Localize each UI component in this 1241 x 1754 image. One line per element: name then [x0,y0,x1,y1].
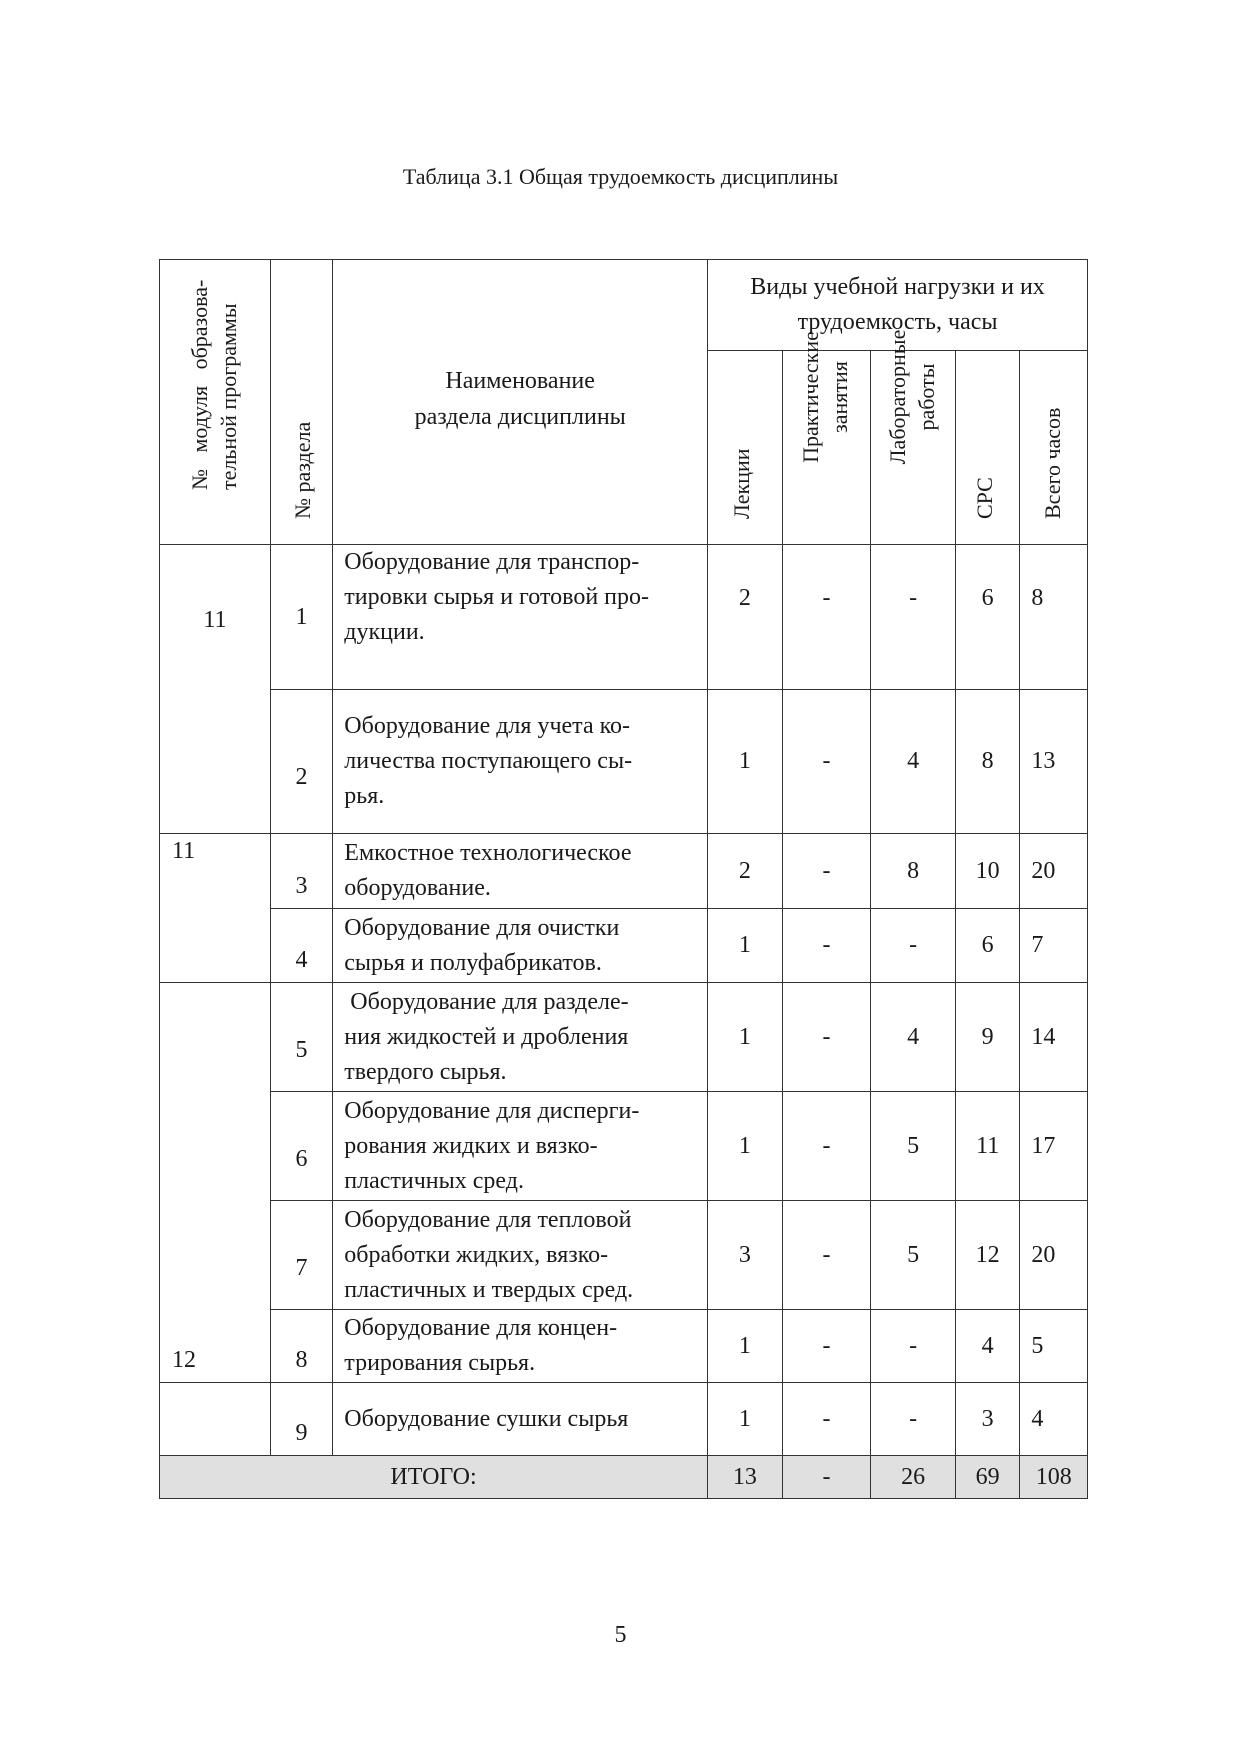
section-cell [270,545,332,690]
totals-row [160,1456,1088,1499]
header-total [1020,351,1088,545]
lectures-cell: 1 [708,909,783,983]
section-number: 3 [295,873,308,899]
table-row [160,1383,1088,1456]
totals-label: ИТОГО: [160,1456,708,1499]
totals-total: 108 [1020,1456,1088,1499]
header-module [160,260,271,545]
section-name [333,545,708,690]
header-module-text: № модуля образова- тельной программы [186,279,241,490]
table-row [160,909,1088,983]
table-row [160,1201,1088,1310]
practical-cell: - [782,834,871,909]
header-lectures-text: Лекции [728,448,754,519]
section-name [333,1201,708,1310]
module-cell [160,834,271,983]
table-row [160,545,1088,690]
lectures-cell: 1 [708,983,783,1092]
lectures-cell: 1 [708,690,783,834]
section-name-text: Оборудование для концен- трирования сырья. [344,1315,618,1376]
section-name [333,690,708,834]
section-name-text: Оборудование сушки сырья [344,1405,629,1432]
header-row [160,260,1088,351]
section-cell [270,1092,332,1201]
totals-practical: - [782,1456,871,1499]
header-section [270,260,332,545]
section-number: 8 [295,1347,308,1373]
srs-cell: 6 [955,545,1019,690]
section-name-text: Оборудование для тепловой обработки жидких, вязко- пластичных и твердых сред. [344,1206,634,1303]
totals-srs: 69 [955,1456,1019,1499]
totals-lectures: 13 [708,1456,783,1499]
table-row [160,1310,1088,1383]
table-row [160,983,1088,1092]
table-row [160,1092,1088,1201]
lectures-cell: 2 [708,834,783,909]
header-practical [782,331,871,545]
srs-cell: 9 [955,983,1019,1092]
lectures-cell: 2 [708,545,783,690]
section-number: 2 [295,764,308,790]
header-srs-text: СРС [971,477,997,519]
header-name [333,260,708,545]
practical-cell: - [782,1201,871,1310]
module-cell [160,983,271,1383]
labs-cell: - [871,1383,956,1456]
section-name-text: Емкостное технологическое оборудование. [344,840,632,901]
section-name-text: Оборудование для очистки сырья и полуфабрикатов. [344,914,620,976]
practical-cell: - [782,1092,871,1201]
section-cell [270,1201,332,1310]
labs-cell: 4 [871,983,956,1092]
srs-cell: 11 [955,1092,1019,1201]
section-name [333,1383,708,1456]
header-practical-text: Практические занятия [798,331,853,463]
labs-cell: 8 [871,834,956,909]
section-cell [270,1310,332,1383]
table-row [160,834,1088,909]
total-cell: 20 [1020,834,1088,909]
total-cell: 8 [1020,545,1088,690]
section-number: 1 [295,603,308,630]
srs-cell: 8 [955,690,1019,834]
section-name-text: Оборудование для транспор- тировки сырья и готовой про- дукции. [344,549,650,645]
module-number: 11 [203,607,227,633]
header-lectures [708,351,783,545]
practical-cell: - [782,1383,871,1456]
labs-cell: 5 [871,1201,956,1310]
workload-table [159,259,1088,1499]
section-number: 5 [295,1037,308,1063]
practical-cell: - [782,545,871,690]
practical-cell: - [782,983,871,1092]
total-cell: 4 [1020,1383,1088,1456]
lectures-cell: 1 [708,1310,783,1383]
lectures-cell: 1 [708,1092,783,1201]
module-number: 12 [172,1347,196,1373]
section-number: 6 [295,1146,308,1172]
module-cell [160,545,271,834]
header-section-text: № раздела [289,421,315,519]
section-number: 9 [295,1420,308,1446]
total-cell: 7 [1020,909,1088,983]
header-srs [955,351,1019,545]
labs-cell: 4 [871,690,956,834]
practical-cell: - [782,909,871,983]
section-name-text: Оборудование для учета ко- личества поступающего сы- рья. [344,713,633,809]
section-name [333,1310,708,1383]
section-cell [270,1383,332,1456]
header-total-text: Всего часов [1039,407,1065,519]
section-name [333,909,708,983]
labs-cell: 5 [871,1092,956,1201]
page-number: 5 [614,1622,627,1648]
section-cell [270,983,332,1092]
srs-cell: 12 [955,1201,1019,1310]
header-load-group-text: Виды учебной нагрузки и их трудоемкость, часы [750,274,1045,335]
totals-labs: 26 [871,1456,956,1499]
srs-cell: 6 [955,909,1019,983]
section-cell [270,909,332,983]
srs-cell: 10 [955,834,1019,909]
lectures-cell: 3 [708,1201,783,1310]
total-cell: 20 [1020,1201,1088,1310]
labs-cell: - [871,909,956,983]
module-cell-empty [160,1383,271,1456]
section-number: 7 [295,1255,308,1281]
labs-cell: - [871,1310,956,1383]
lectures-cell: 1 [708,1383,783,1456]
srs-cell: 3 [955,1383,1019,1456]
table-row [160,690,1088,834]
module-number: 11 [172,838,196,864]
practical-cell: - [782,690,871,834]
labs-cell: - [871,545,956,690]
header-labs-text: Лабораторные работы [885,329,940,465]
header-name-text: Наименование раздела дисциплины [414,368,626,430]
total-cell: 17 [1020,1092,1088,1201]
header-labs [871,329,956,545]
section-name [333,834,708,909]
section-number: 4 [295,947,308,973]
srs-cell: 4 [955,1310,1019,1383]
section-name-text: Оборудование для дисперги- рования жидких и вязко- пластичных сред. [344,1097,640,1194]
total-cell: 13 [1020,690,1088,834]
table-caption: Таблица 3.1 Общая трудоемкость дисциплины [402,164,839,189]
practical-cell: - [782,1310,871,1383]
section-name [333,1092,708,1201]
section-cell [270,690,332,834]
section-cell [270,834,332,909]
total-cell: 5 [1020,1310,1088,1383]
section-name [333,983,708,1092]
section-name-text: Оборудование для разделе- ния жидкостей и дробления твердого сырья. [344,988,629,1085]
total-cell: 14 [1020,983,1088,1092]
